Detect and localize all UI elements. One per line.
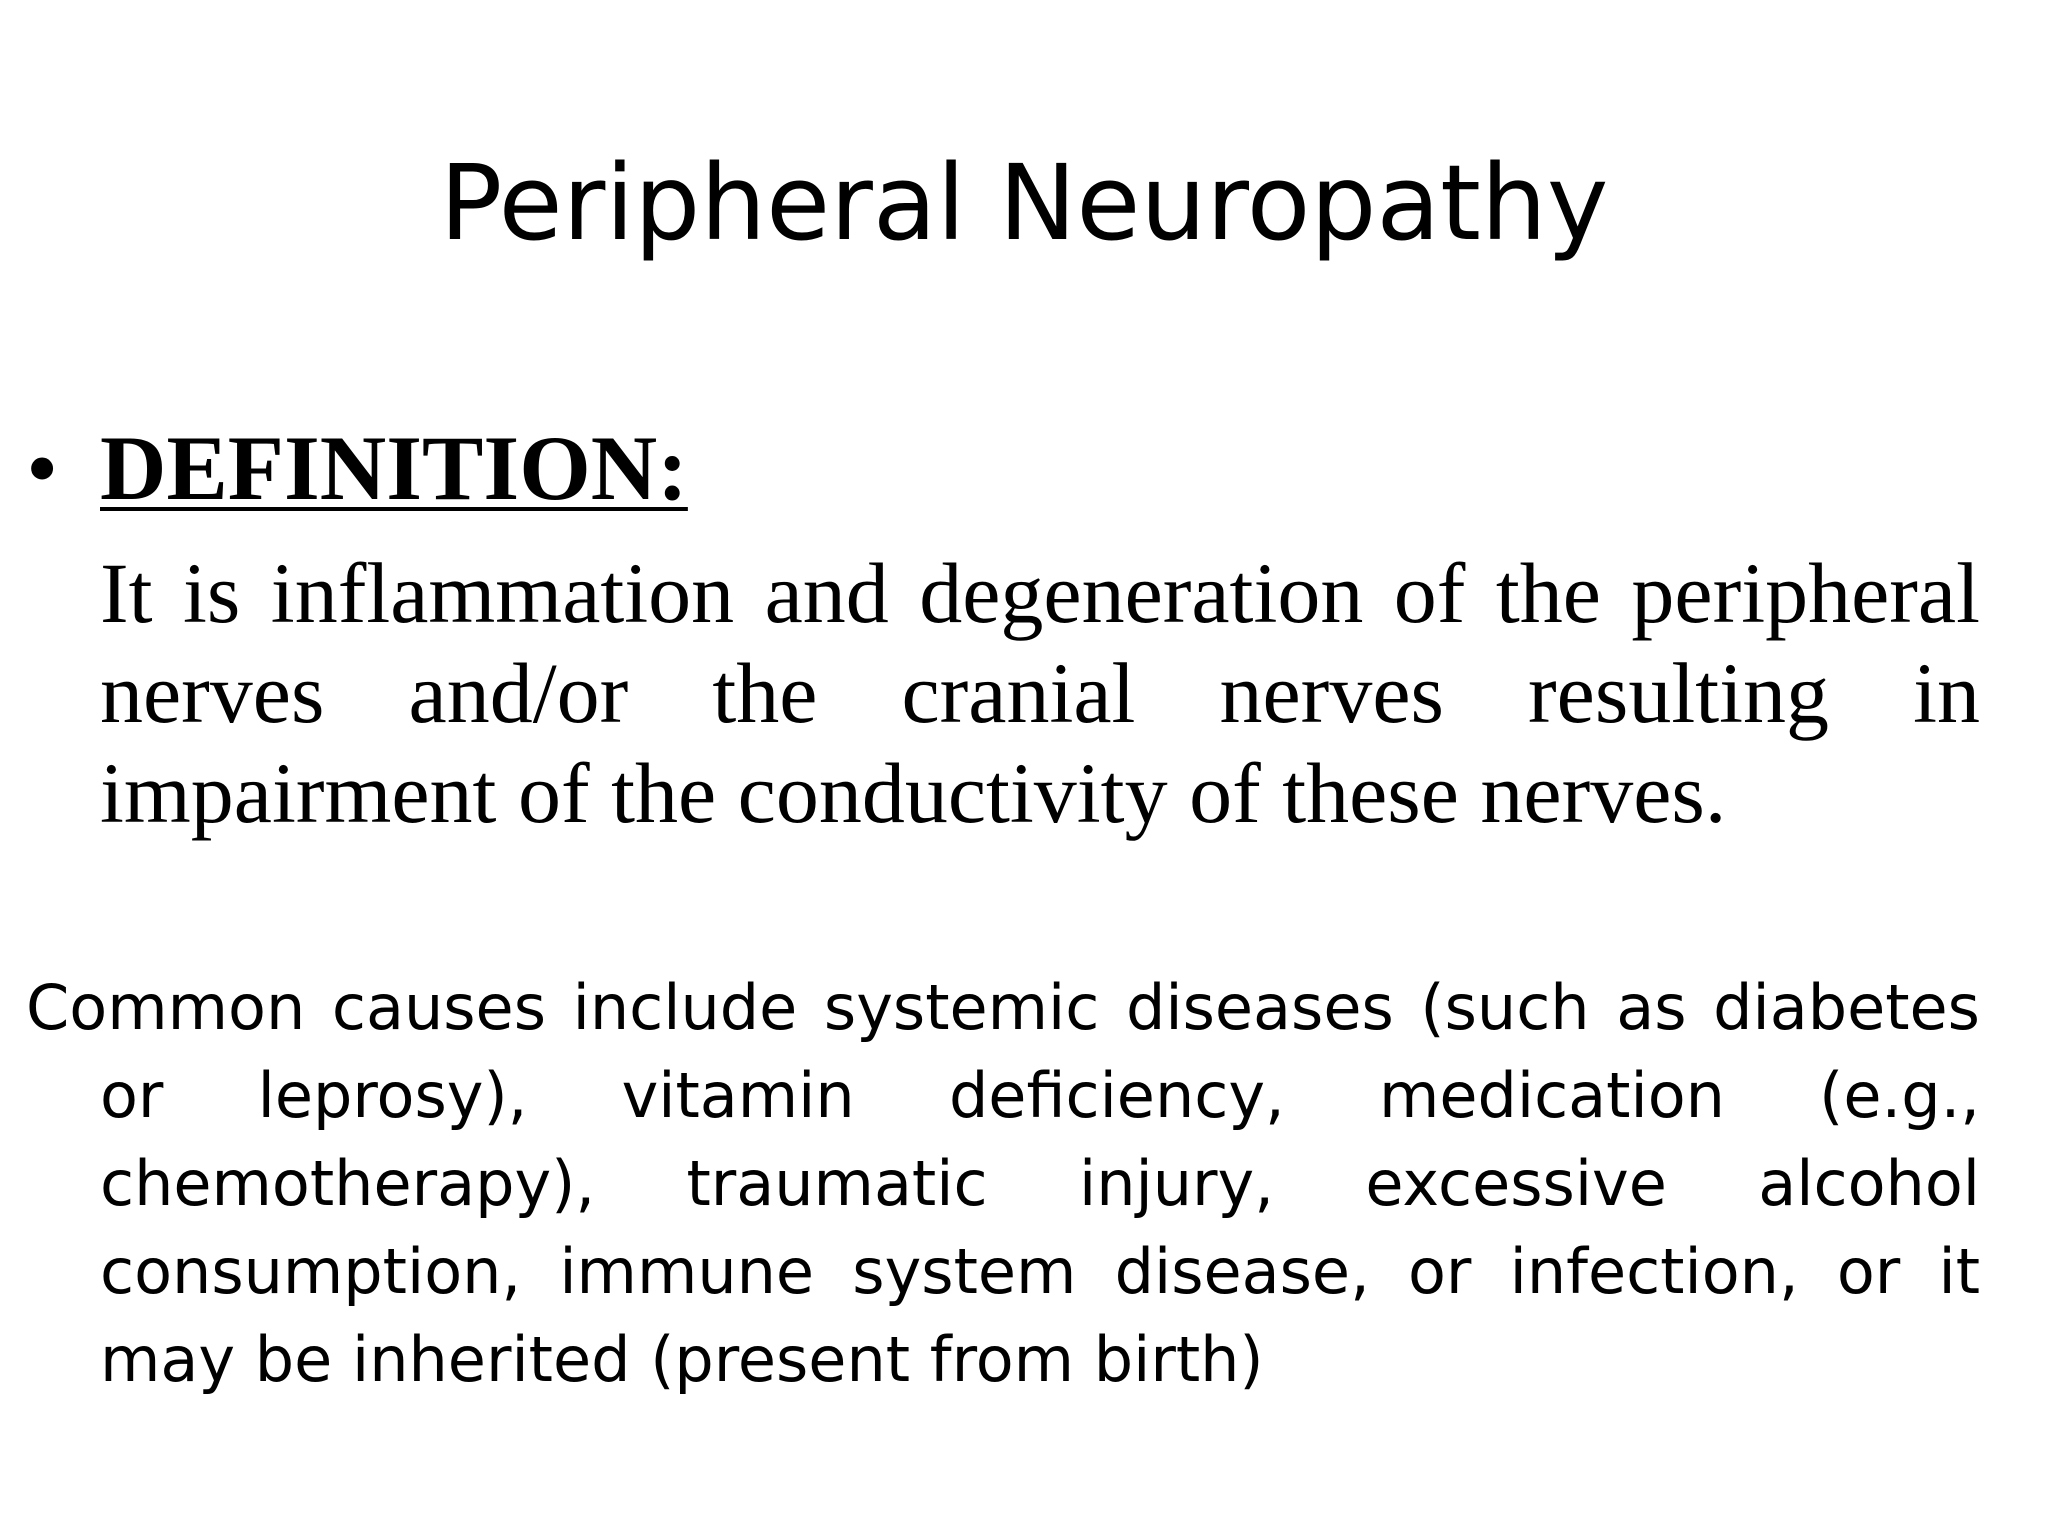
definition-text: It is inflammation and degeneration of the peripheral nerves and/or the cranial nerves resulting in impairment of the conductivity of these nerves. <box>100 545 1980 841</box>
bullet-icon: • <box>26 417 59 519</box>
slide-title: Peripheral Neuropathy <box>439 142 1609 264</box>
causes-text: Common causes include systemic diseases (such as diabetes or leprosy), vitamin deficiency, medication (e.g., chemotherapy), traumatic injury, excessive alcohol consumption, immune system disease, or infection, or it may be inherited (present from birth) <box>26 971 1980 1396</box>
definition-heading: DEFINITION: <box>100 417 688 519</box>
definition-bullet <box>26 418 1986 528</box>
